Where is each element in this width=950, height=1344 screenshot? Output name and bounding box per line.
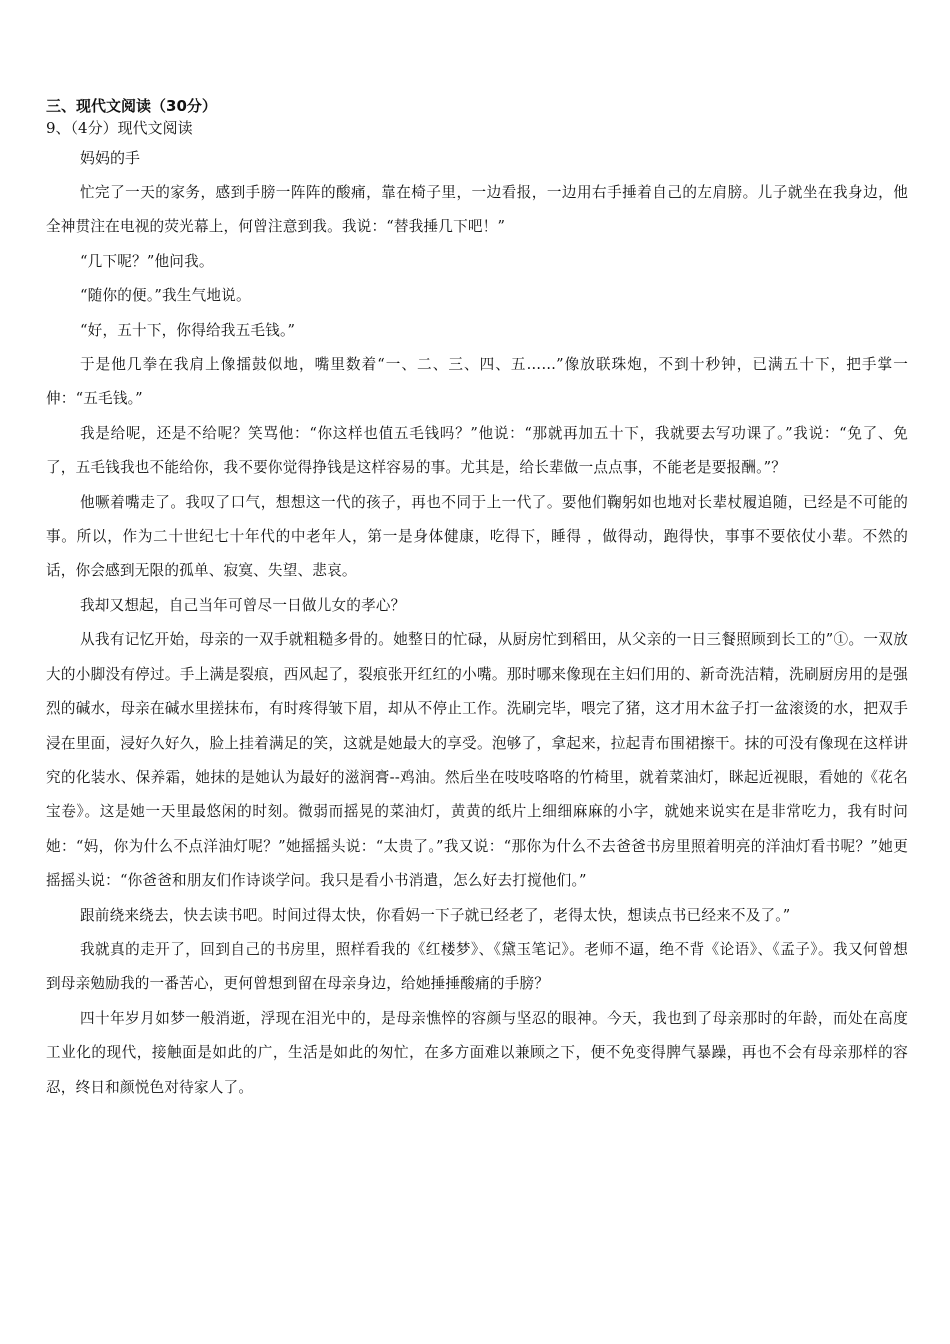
article-paragraph: 我却又想起，自己当年可曾尽一日做儿女的孝心？	[80, 596, 406, 614]
document-page	[46, 96, 908, 1105]
section-heading: 三、现代文阅读（30分）	[46, 97, 217, 115]
article-paragraph: 我是给呢，还是不给呢？笑骂他：“你这样也值五毛钱吗？”他说：“那就再加五十下，我就要去写功课了。”我说：“免了、免了，五毛钱我也不能给你，我不要你觉得挣钱是这样容易的事。尤其是，给长辈做一点点事，不能老是要报酬。”？	[46, 424, 908, 477]
article-paragraph: 四十年岁月如梦一般消逝，浮现在泪光中的，是母亲憔悴的容颜与坚忍的眼神。今天，我也到了母亲那时的年龄，而处在高度工业化的现代，接触面是如此的广，生活是如此的匆忙，在多方面难以兼顾之下，便不免变得脾气暴躁，再也不会有母亲那样的容忍，终日和颜悦色对待家人了。	[46, 1009, 908, 1096]
article-paragraph: “好，五十下，你得给我五毛钱。”	[80, 321, 296, 339]
article-paragraph: 忙完了一天的家务，感到手膀一阵阵的酸痛，靠在椅子里，一边看报，一边用右手捶着自己的左肩膀。儿子就坐在我身边，他全神贯注在电视的荧光幕上，何曾注意到我。我说：“替我捶几下吧！”	[46, 184, 908, 236]
article-paragraph: 于是他几拳在我肩上像擂鼓似地，嘴里数着“一、二、三、四、五……”像放联珠炮，不到十秒钟，已满五十下，把手掌一伸：“五毛钱。”	[46, 356, 908, 408]
article-paragraph: 我就真的走开了，回到自己的书房里，照样看我的《红楼梦》、《黛玉笔记》。老师不逼，绝不背《论语》、《孟子》。我又何曾想到母亲勉励我的一番苦心，更何曾想到留在母亲身边，给她捶捶酸痛的手膀？	[46, 940, 908, 993]
article-paragraph: 跟前绕来绕去，快去读书吧。时间过得太快，你看妈一下子就已经老了，老得太快，想读点书已经来不及了。”	[80, 906, 791, 924]
article-paragraph: 他噘着嘴走了。我叹了口气，想想这一代的孩子，再也不同于上一代了。要他们鞠躬如也地对长辈杖履追随，已经是不可能的事。所以，作为二十世纪七十年代的中老年人，第一是身体健康，吃得下，睡得 ，做得动，跑得快，事事不要依仗小辈。不然的话，你会感到无限的孤单、寂寞、失望、悲哀。	[46, 493, 908, 580]
article-title: 妈妈的手	[80, 149, 141, 167]
article-paragraph: “随你的便。”我生气地说。	[80, 287, 251, 305]
question-number-line: 9、（4分）现代文阅读	[46, 119, 193, 137]
article-paragraph: “几下呢？”他问我。	[80, 252, 214, 270]
article-paragraph: 从我有记忆开始，母亲的一双手就粗糙多骨的。她整日的忙碌，从厨房忙到稻田，从父亲的一日三餐照顾到长工的”①。一双放大的小脚没有停过。手上满是裂痕，西风起了，裂痕张开红红的小嘴。那时哪来像现在主妇们用的、新奇洗洁精，洗刷厨房用的是强烈的碱水，母亲在碱水里搓抹布，有时疼得皱下眉，却从不停止工作。洗刷完毕，喂完了猪，这才用木盆子打一盆滚烫的水，把双手浸在里面，浸好久好久，脸上挂着满足的笑，这就是她最大的享受。泡够了，拿起来，拉起青布围裙擦干。抹的可没有像现在这样讲究的化装水、保养霜，她抹的是她认为最好的滋润膏--鸡油。然后坐在吱吱咯咯的竹椅里，就着菜油灯，眯起近视眼，看她的《花名宝卷》。这是她一天里最悠闲的时刻。微弱而摇晃的菜油灯，黄黄的纸片上细细麻麻的小字，就她来说实在是非常吃力，我有时问她：“妈，你为什么不点洋油灯呢？”她摇摇头说：“太贵了。”我又说：“那你为什么不去爸爸书房里照着明亮的洋油灯看书呢？”她更摇摇头说：“你爸爸和朋友们作诗谈学问。我只是看小书消遣，怎么好去打搅他们。”	[46, 631, 908, 890]
article-body	[46, 176, 908, 1105]
